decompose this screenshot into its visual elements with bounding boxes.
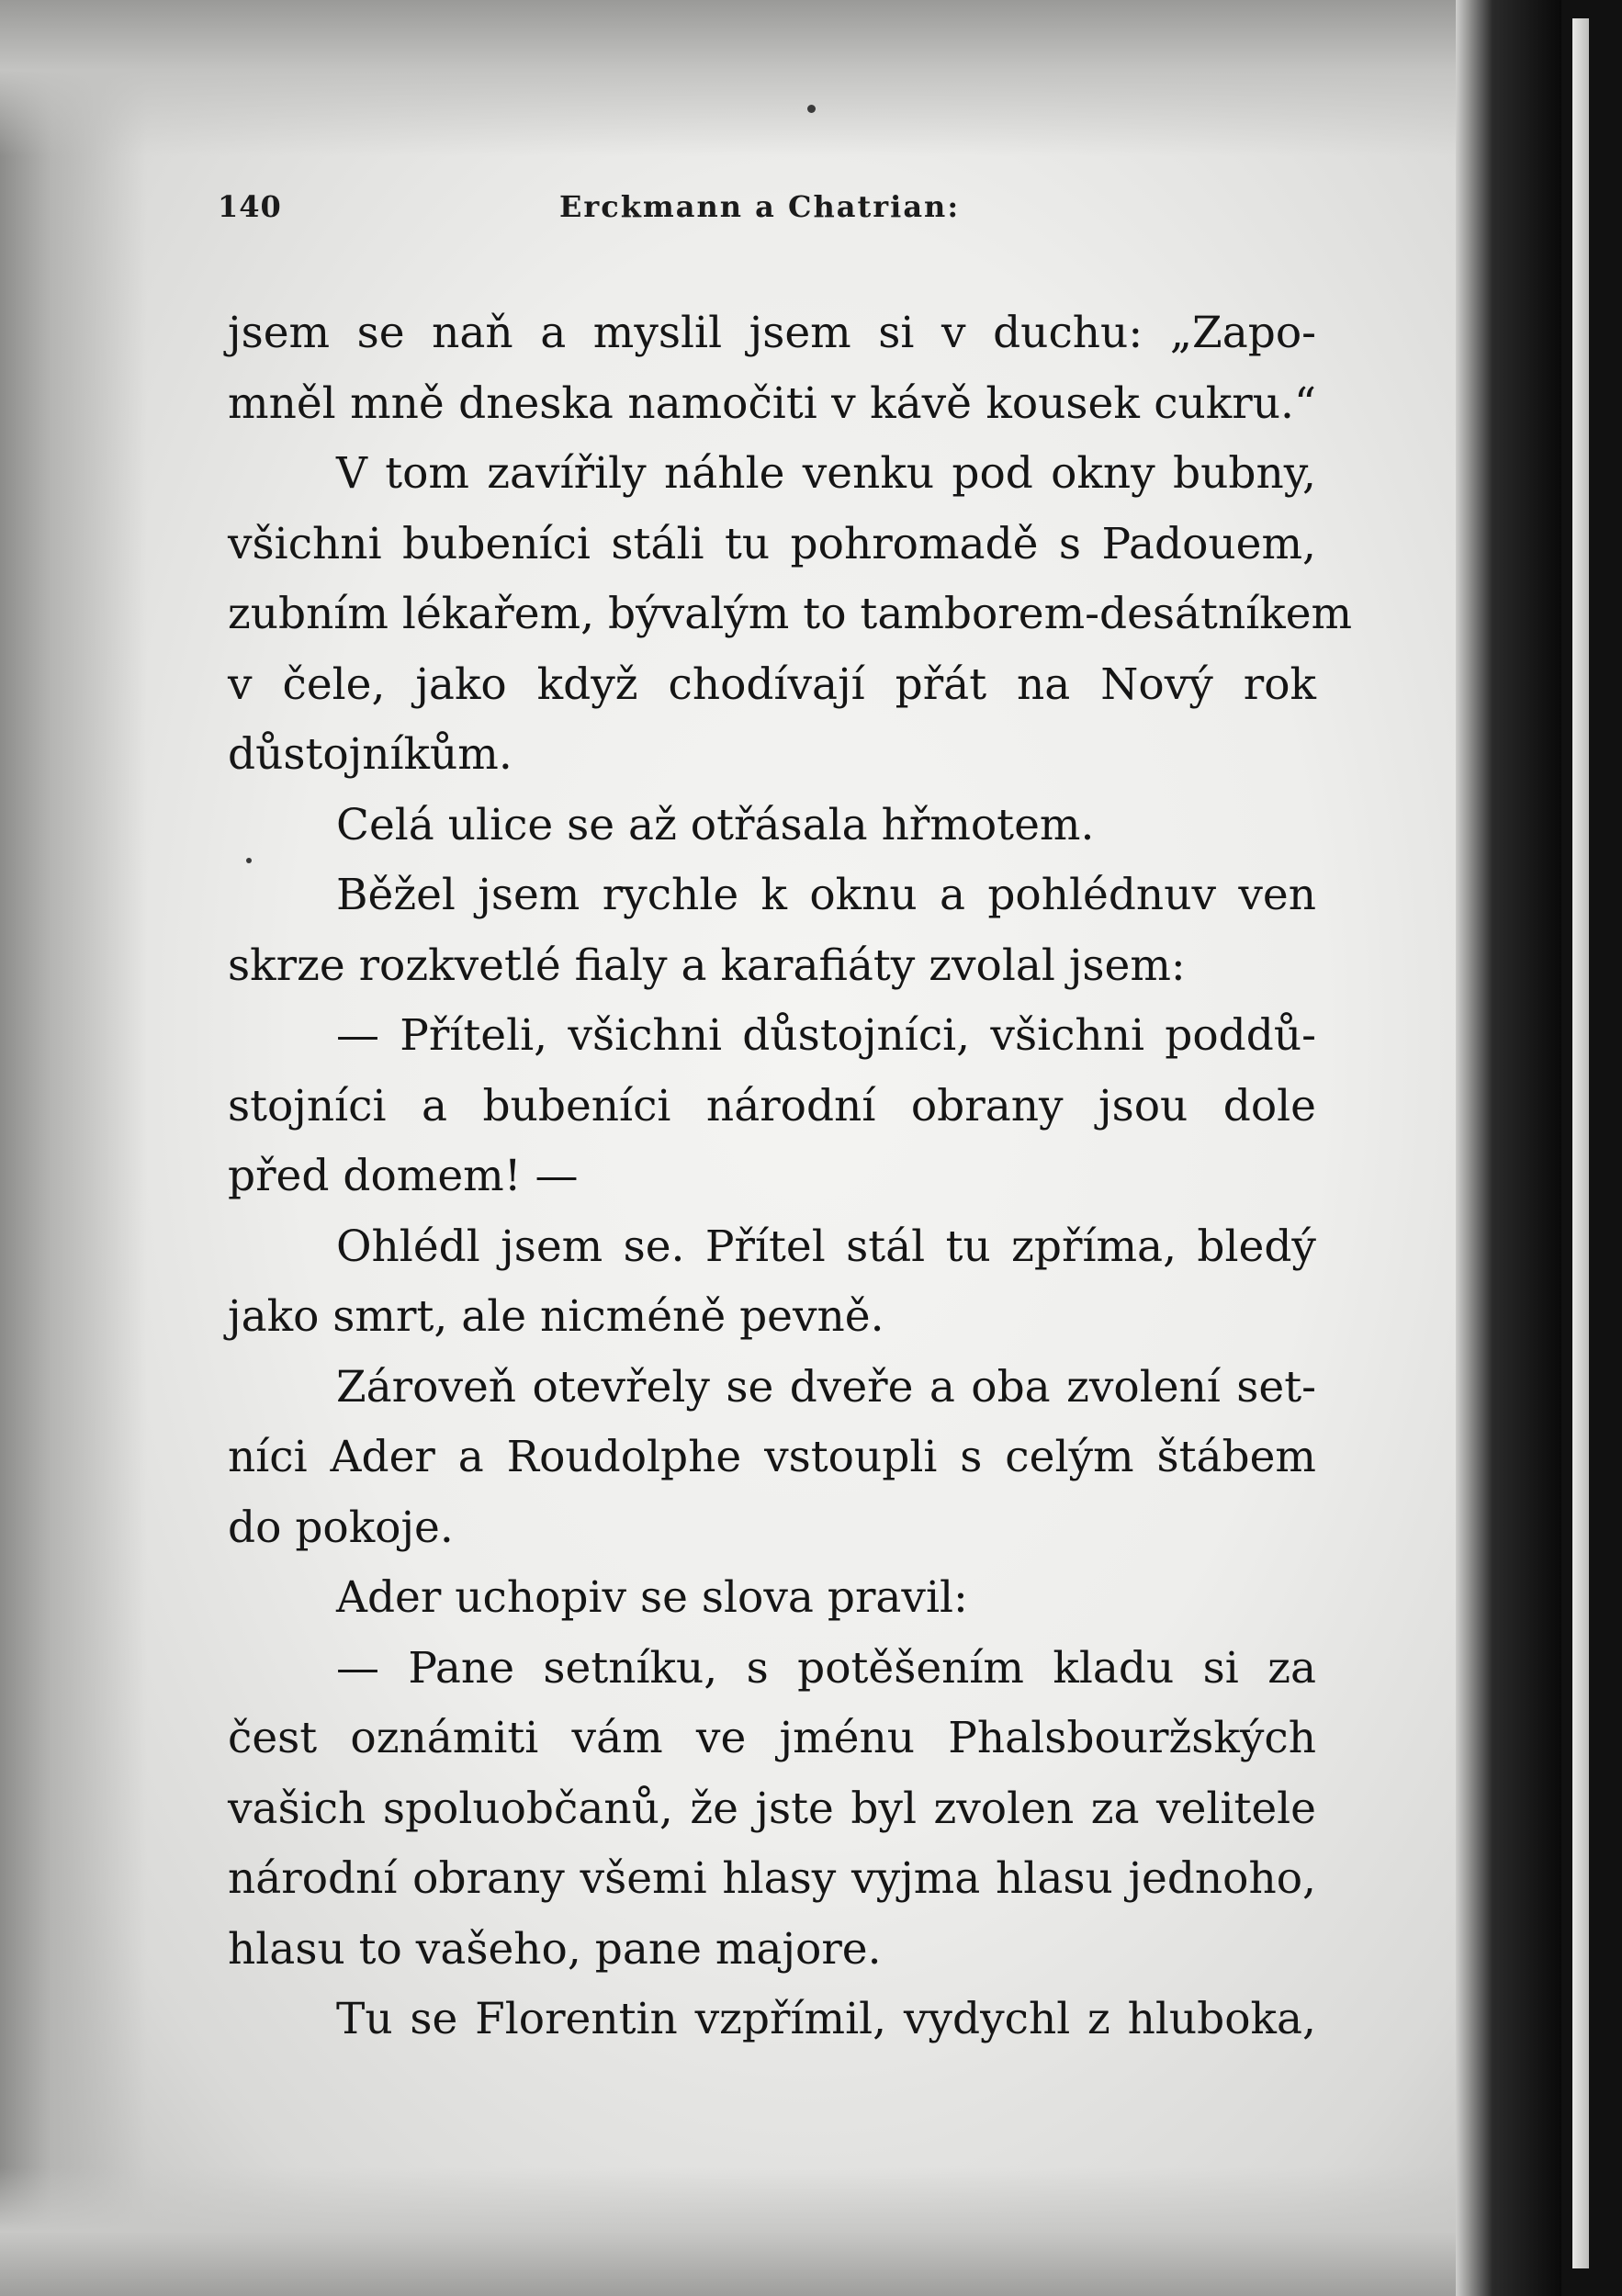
text-line: do pokoje. [228,1502,454,1553]
text-line: zubním lékařem, bývalým to tamborem-desátníkem [228,589,1353,639]
text-line: stojníci a bubeníci národní obrany jsou dole [228,1080,1316,1131]
page-number: 140 [218,189,282,224]
text-line: níci Ader a Roudolphe vstoupli s celým štábem [228,1432,1316,1482]
text-line: V tom zavířily náhle venku pod okny bubny, [336,448,1316,499]
body-text [228,298,1353,2055]
text-line: vašich spoluobčanů, že jste byl zvolen za velitele [228,1783,1316,1834]
page-shadow-left [0,0,147,2296]
text-line: Běžel jsem rychle k oknu a pohlédnuv ven [336,870,1316,920]
text-line: Celá ulice se až otřásala hřmotem. [336,799,1095,850]
next-page-edge [1572,18,1589,2268]
text-line: mněl mně dneska namočiti v kávě kousek cukru.“ [228,377,1316,429]
text-line: národní obrany všemi hlasy vyjma hlasu jednoho, [228,1853,1316,1904]
text-line: skrze rozkvetlé fialy a karafiáty zvolal jsem: [228,940,1186,991]
text-line: — Příteli, všichni důstojníci, všichni poddů- [336,1010,1316,1061]
text-line: před domem! — [228,1151,579,1201]
text-line: Ader uchopiv se slova pravil: [336,1572,968,1623]
text-line: Ohlédl jsem se. Přítel stál tu zpříma, bledý [336,1221,1316,1272]
text-line: všichni bubeníci stáli tu pohromadě s Padouem, [228,518,1316,569]
page-header [218,189,1320,235]
text-line: — Pane setníku, s potěšením kladu si za [336,1642,1316,1694]
print-speck [807,105,816,113]
text-line: Tu se Florentin vzpřímil, vydychl z hluboka, [336,1994,1316,2044]
page-shadow-top [0,0,1470,156]
page-gutter-edge [1456,0,1561,2296]
page-shadow-bottom [0,2167,1470,2296]
text-line: důstojníkům. [228,729,513,780]
text-line: v čele, jako když chodívají přát na Nový rok [228,658,1316,710]
text-line: jako smrt, ale nicméně pevně. [228,1291,884,1342]
text-line: hlasu to vašeho, pane majore. [228,1923,882,1975]
text-line: čest oznámiti vám ve jménu Phalsbouržských [228,1713,1316,1763]
running-head: Erckmann a Chatrian: [559,189,961,224]
text-line: jsem se naň a myslil jsem si v duchu: „Zapo- [228,308,1316,358]
text-line: Zároveň otevřely se dveře a oba zvolení set- [336,1361,1316,1412]
